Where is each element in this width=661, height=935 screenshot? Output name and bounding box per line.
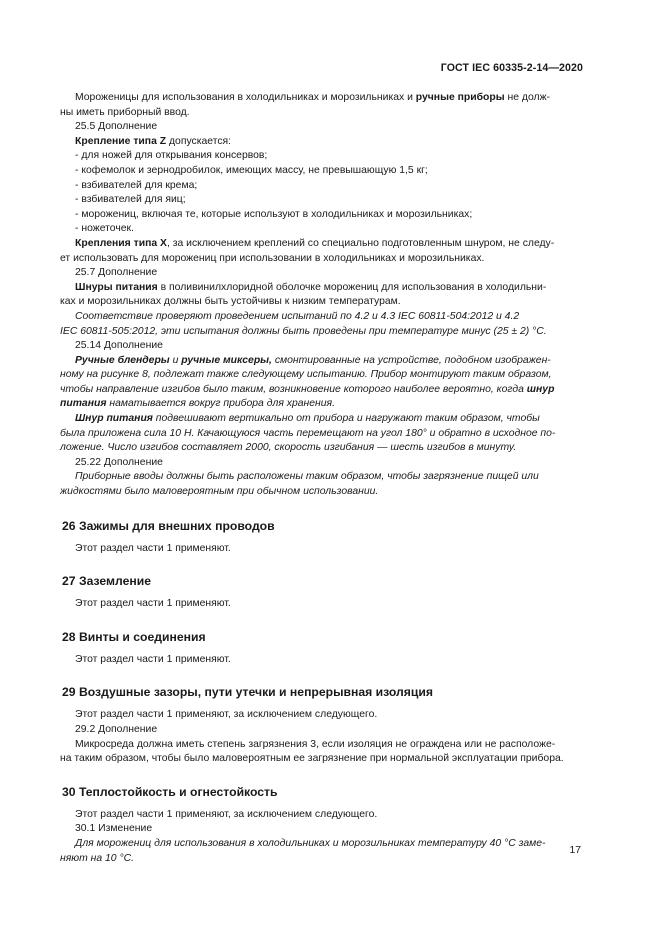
clause-heading: 25.5 Дополнение: [75, 121, 158, 133]
text: чтобы направление изгибов было таким, возникновение которого наиболее вероятно, когда: [60, 383, 527, 395]
text: подвешивают вертикально от прибора и нагружают таким образом, чтобы: [152, 413, 540, 425]
text: в поливинилхлоридной оболочке морожениц для использования в холодильни-: [157, 281, 547, 293]
section-body-27: Этот раздел части 1 применяют.: [75, 598, 231, 610]
test-text-cont: [60, 383, 583, 398]
test-text-cont: ложение. Число изгибов составляет 2000, скорость изгибания — шесть изгибов в минуту.: [60, 442, 517, 454]
text: Мороженицы для использования в холодильниках и морозильниках и: [75, 92, 416, 103]
test-text: [75, 354, 583, 369]
list-item: - для ножей для открывания консервов;: [75, 150, 268, 162]
bold-term: Крепления типа Х: [75, 237, 167, 249]
section-title-28: 28 Винты и соединения: [62, 629, 206, 644]
section-title-30: 30 Теплостойкость и огнестойкость: [62, 784, 278, 799]
text: смонтированные на устройстве, подобном изображен-: [271, 354, 551, 366]
test-text-cont: IEC 60811-505:2012, эти испытания должны быть проведены при температуре минус (25 ± 2) °С.: [60, 325, 547, 337]
page-body: [60, 91, 583, 866]
test-text-cont: была приложена сила 10 Н. Качающуюся часть перемещают на угол 180° и обратно в исходное по-: [60, 427, 556, 439]
text: допускается:: [166, 135, 232, 147]
test-text-cont: [60, 397, 583, 412]
text: не долж-: [504, 92, 551, 103]
clause-heading: 30.1 Изменение: [75, 823, 153, 835]
clause-heading: 25.22 Дополнение: [75, 456, 163, 468]
bold-term: Шнуры питания: [75, 281, 158, 293]
bold-term: Шнур питания: [75, 413, 153, 425]
text: , за исключением креплений со специально подготовленным шнуром, не следу-: [166, 237, 555, 249]
section-body-28: Этот раздел части 1 применяют.: [75, 653, 231, 665]
list-item: - взбивателей для крема;: [75, 179, 198, 191]
paragraph-intro-cont: ны иметь приборный ввод.: [60, 106, 190, 118]
paragraph: Микросреда должна иметь степень загрязнения 3, если изоляция не ограждена или не расположе-: [75, 738, 556, 750]
bold-term: ручные приборы: [415, 92, 505, 103]
clause-heading: 25.7 Дополнение: [75, 267, 158, 279]
test-text: Приборные вводы должны быть расположены таким образом, чтобы загрязнение пищей или: [75, 471, 539, 483]
text: наматывается вокруг прибора для хранения.: [106, 398, 335, 410]
test-text: Для морожениц для использования в холодильниках и морозильниках температуру 40 °С заме-: [75, 837, 546, 849]
list-item: - морожениц, включая те, которые используют в холодильниках и морозильниках;: [75, 208, 473, 220]
bold-term: питания: [60, 398, 107, 410]
section-body-29: Этот раздел части 1 применяют, за исключением следующего.: [75, 709, 378, 721]
bold-term: шнур: [526, 383, 555, 395]
paragraph-cont: ках и морозильниках должны быть устойчивы к низким температурам.: [60, 296, 401, 308]
paragraph: [75, 281, 583, 296]
section-title-27: 27 Заземление: [62, 574, 152, 589]
list-item: - взбивателей для яиц;: [75, 194, 186, 206]
text: и: [169, 354, 182, 366]
paragraph-cont: ет использовать для морожениц при использовании в холодильниках и морозильниках.: [60, 252, 485, 264]
test-text-cont: ному на рисунке 8, подлежат также следующему испытанию. Прибор монтируют таким образом,: [60, 369, 552, 381]
section-body-26: Этот раздел части 1 применяют.: [75, 542, 231, 554]
paragraph: [75, 135, 583, 150]
test-text: [75, 412, 583, 427]
section-title-29: 29 Воздушные зазоры, пути утечки и непрерывная изоляция: [62, 685, 433, 700]
section-body-30: Этот раздел части 1 применяют, за исключением следующего.: [75, 808, 378, 820]
running-header: ГОСТ IEC 60335-2-14—2020: [440, 62, 583, 74]
paragraph-intro: [75, 91, 583, 106]
paragraph-cont: на таким образом, чтобы было маловероятным ее загрязнение при нормальной эксплуатации прибора.: [60, 753, 564, 765]
test-text-cont: жидкостями было маловероятным при обычном использовании.: [60, 486, 379, 498]
bold-term: ручные миксеры,: [181, 354, 272, 366]
bold-term: Ручные блендеры: [75, 354, 170, 366]
list-item: - кофемолок и зернодробилок, имеющих массу, не превышающую 1,5 кг;: [75, 164, 428, 176]
test-text: Соответствие проверяют проведением испытаний по 4.2 и 4.3 IEC 60811-504:2012 и 4.2: [75, 310, 520, 322]
clause-heading: 25.14 Дополнение: [75, 340, 163, 352]
section-title-26: 26 Зажимы для внешних проводов: [62, 518, 275, 533]
clause-heading: 29.2 Дополнение: [75, 724, 158, 735]
bold-term: Крепление типа Z: [75, 135, 167, 147]
list-item: - ножеточек.: [75, 223, 134, 235]
page-number: 17: [569, 845, 581, 856]
test-text-cont: няют на 10 °С.: [60, 852, 134, 864]
paragraph: [75, 237, 583, 252]
